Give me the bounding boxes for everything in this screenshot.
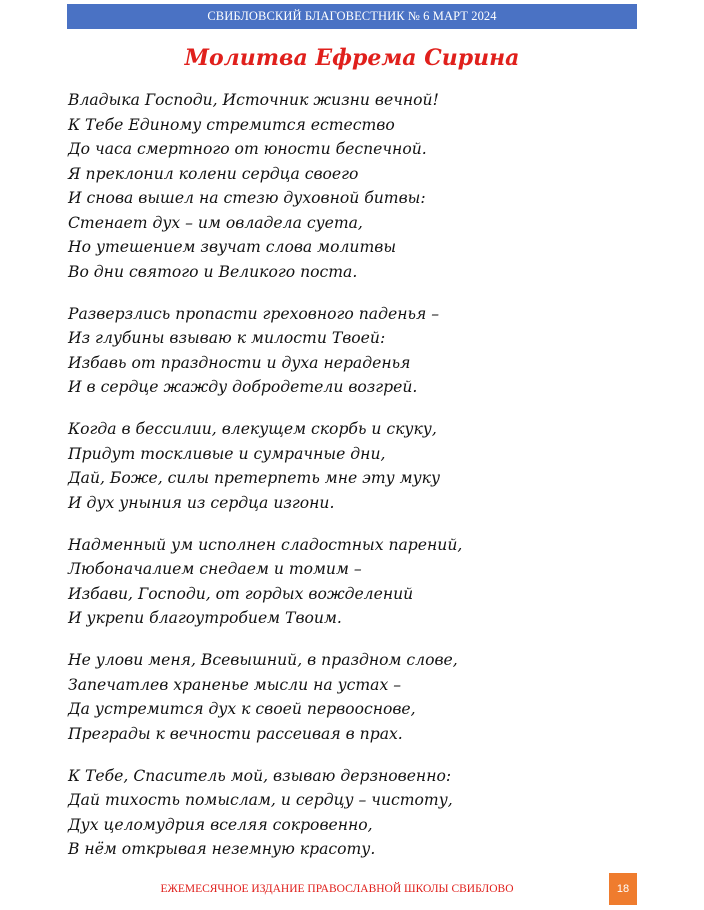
page-number: 18 [616, 883, 630, 895]
poem-line: Избави, Господи, от гордых вожделений [68, 584, 414, 603]
stanza-2 [68, 302, 668, 400]
stanza-3 [68, 417, 668, 515]
poem-line: Из глубины взываю к милости Твоей: [68, 329, 386, 347]
poem-line: Придут тоскливые и сумрачные дни, [68, 444, 386, 463]
poem-line: Во дни святого и Великого поста. [68, 262, 358, 281]
poem-line: Но утешением звучат слова молитвы [68, 238, 397, 256]
poem-line: Когда в бессилии, влекущем скорбь и скуку, [68, 420, 437, 438]
stanza-5 [68, 648, 668, 746]
poem-line: В нём открывая неземную красоту. [68, 840, 376, 858]
poem-line: И снова вышел на стезю духовной битвы: [68, 189, 426, 207]
poem-title: Молитва Ефрема Сирина [184, 45, 520, 71]
poem-line: Дай тихость помыслам, и сердцу – чистоту, [68, 791, 453, 809]
poem-line: До часа смертного от юности беспечной. [68, 140, 427, 158]
page-number-badge [609, 873, 637, 905]
poem-line: Стенает дух – им овладела суета, [68, 213, 363, 232]
poem-line: Владыка Господи, Источник жизни вечной! [68, 91, 439, 109]
poem-line: Я преклонил колени сердца своего [68, 164, 359, 183]
poem-line: Преграды к вечности рассеивая в прах. [68, 724, 403, 743]
poem-line: К Тебе, Спаситель мой, взываю дерзновенно: [68, 766, 452, 785]
poem-line: И дух уныния из сердца изгони. [68, 493, 335, 512]
footer-publication-line: ЕЖЕМЕСЯЧНОЕ ИЗДАНИЕ ПРАВОСЛАВНОЙ ШКОЛЫ СВИБЛОВО [160, 883, 514, 895]
poem-line: Не улови меня, Всевышний, в праздном слове, [68, 651, 458, 669]
poem-line: И укрепи благоутробием Твоим. [68, 609, 342, 627]
poem-line: Да устремится дух к своей первооснове, [68, 700, 416, 718]
newsletter-title: СВИБЛОВСКИЙ БЛАГОВЕСТНИК № 6 МАРТ 2024 [207, 9, 497, 23]
stanza-6 [68, 764, 668, 862]
newsletter-header [67, 4, 637, 29]
stanza-4 [68, 533, 668, 631]
stanza-1 [68, 88, 668, 284]
poem-line: Избавь от праздности и духа нераденья [68, 353, 411, 372]
poem-line: Запечатлев храненье мысли на устах – [68, 675, 402, 694]
poem-body [68, 88, 668, 879]
poem-line: Дух целомудрия вселяя сокровенно, [68, 815, 373, 834]
poem-line: Разверзлись пропасти греховного паденья – [68, 304, 440, 323]
poem-line: К Тебе Единому стремится естество [68, 115, 395, 134]
poem-line: Надменный ум исполнен сладостных парений, [68, 535, 463, 554]
poem-line: Любоначалием снедаем и томим – [68, 560, 362, 578]
poem-line: И в сердце жажду добродетели возгрей. [68, 378, 418, 396]
poem-line: Дай, Боже, силы претерпеть мне эту муку [68, 469, 441, 487]
